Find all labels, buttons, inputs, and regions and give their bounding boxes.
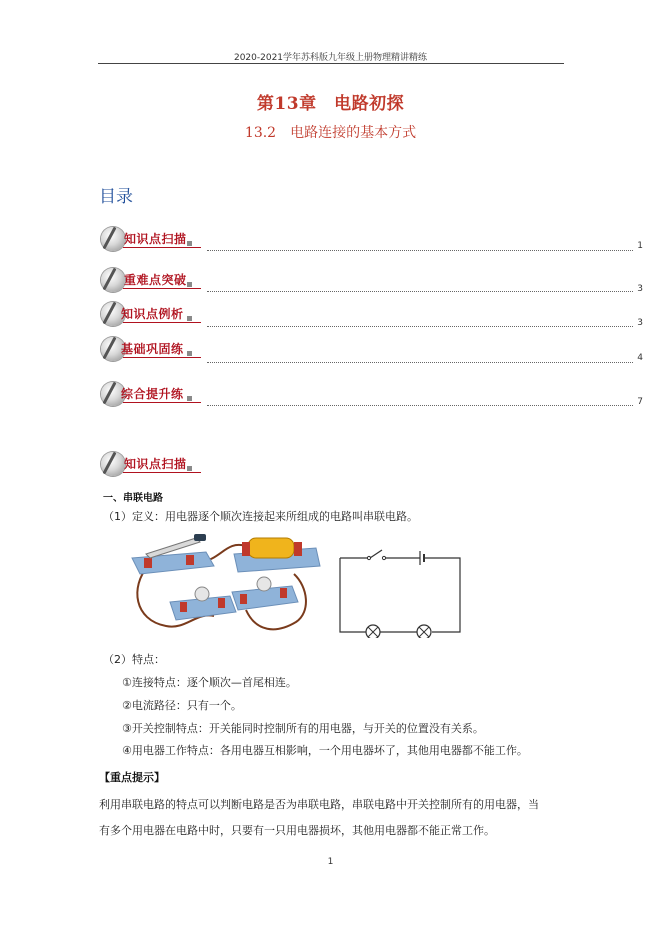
badge-square-icon — [187, 351, 192, 356]
toc-page-number: 3 — [637, 284, 643, 294]
toc-entry-label: 综合提升练 — [121, 387, 184, 401]
features-title: （2）特点： — [103, 653, 165, 666]
feature-item: ②电流路径：只有一个。 — [122, 699, 242, 712]
physical-circuit-illustration — [126, 532, 322, 642]
toc-badge — [99, 266, 204, 296]
toc-entry[interactable] — [99, 266, 643, 296]
toc-page-number: 1 — [637, 241, 643, 251]
toc-entry-label: 知识点扫描 — [124, 232, 187, 246]
chapter-title: 第13章 电路初探 — [256, 94, 405, 114]
battery-terminal — [294, 542, 302, 556]
battery-terminal — [242, 542, 250, 556]
toc-entry[interactable] — [99, 225, 643, 255]
wire — [340, 558, 366, 632]
toc-entry-label: 知识点例析 — [121, 307, 184, 321]
battery-icon — [248, 538, 294, 558]
definition-text: （1）定义：用电器逐个顺次连接起来所组成的电路叫串联电路。 — [103, 510, 418, 523]
toc-badge — [99, 225, 204, 255]
note-line: 有多个用电器在电路中时，只要有一只用电器损坏，其他用电器都不能正常工作。 — [99, 824, 495, 837]
badge-underline — [123, 472, 201, 473]
toc-badge — [99, 335, 204, 365]
toc-entry-label: 重难点突破 — [124, 273, 187, 287]
badge-underline — [123, 322, 201, 323]
toc-leader — [207, 291, 633, 292]
header-rule — [98, 63, 564, 64]
note-title: 【重点提示】 — [99, 771, 165, 784]
subsection-heading: 一、串联电路 — [103, 493, 163, 504]
toc-leader — [207, 362, 633, 363]
switch-terminal — [144, 558, 152, 568]
bulb-terminal — [280, 588, 287, 598]
toc-page-number: 3 — [637, 318, 643, 328]
badge-underline — [123, 288, 201, 289]
badge-square-icon — [187, 396, 192, 401]
toc-page-number: 4 — [637, 353, 643, 363]
switch-icon — [370, 550, 382, 558]
toc-leader — [207, 405, 633, 406]
section-badge — [99, 450, 209, 480]
toc-leader — [207, 326, 633, 327]
toc-badge — [99, 380, 204, 410]
toc-entry[interactable] — [99, 335, 643, 365]
bulb-icon — [195, 587, 209, 601]
running-header: 2020-2021学年苏科版九年级上册物理精讲精练 — [233, 53, 428, 63]
toc-page-number: 7 — [637, 397, 643, 407]
switch-contact — [382, 556, 385, 559]
toc-entry-label: 基础巩固练 — [121, 342, 184, 356]
switch-handle — [194, 534, 206, 541]
page-number: 1 — [327, 857, 334, 867]
switch-terminal — [186, 555, 194, 565]
series-circuit-diagram — [336, 546, 464, 638]
badge-underline — [123, 247, 201, 248]
toc-leader — [207, 250, 633, 251]
badge-square-icon — [187, 241, 192, 246]
toc-entry[interactable] — [99, 300, 643, 330]
feature-item: ①连接特点：逐个顺次—首尾相连。 — [122, 676, 297, 689]
bulb-icon — [257, 577, 271, 591]
badge-square-icon — [187, 316, 192, 321]
bulb-terminal — [218, 598, 225, 608]
toc-badge — [99, 300, 204, 330]
toc-title: 目录 — [99, 187, 133, 207]
section-badge-label: 知识点扫描 — [124, 457, 187, 471]
feature-item: ③开关控制特点：开关能同时控制所有的用电器，与开关的位置没有关系。 — [122, 722, 484, 735]
section-title: 13.2 电路连接的基本方式 — [244, 125, 417, 141]
feature-item: ④用电器工作特点：各用电器互相影响，一个用电器坏了，其他用电器都不能工作。 — [122, 744, 528, 757]
toc-entry[interactable] — [99, 380, 643, 410]
bulb-terminal — [180, 602, 187, 612]
badge-square-icon — [187, 282, 192, 287]
wire — [424, 558, 460, 632]
note-line: 利用串联电路的特点可以判断电路是否为串联电路，串联电路中开关控制所有的用电器，当 — [99, 798, 539, 811]
badge-underline — [123, 357, 201, 358]
bulb-terminal — [240, 594, 247, 604]
badge-underline — [123, 402, 201, 403]
badge-square-icon — [187, 466, 192, 471]
